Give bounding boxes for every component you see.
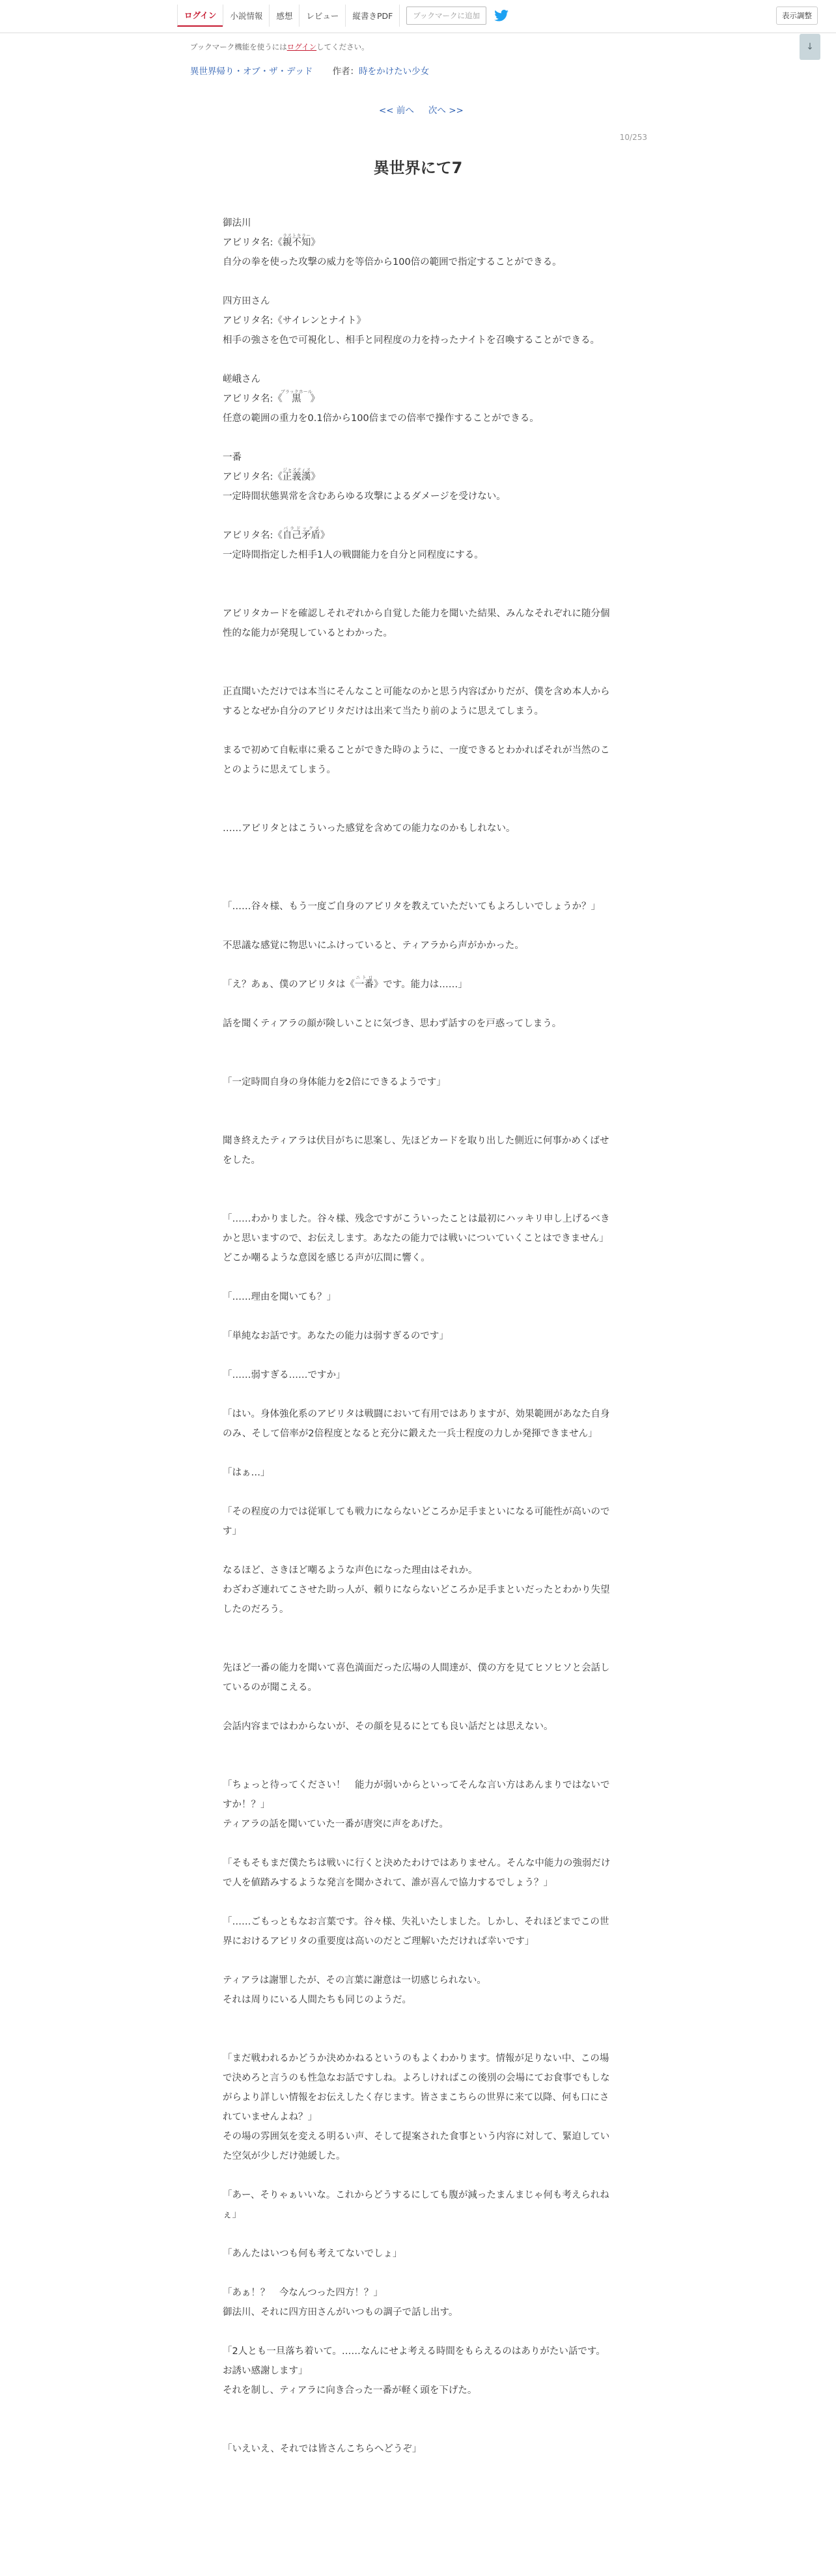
body-line bbox=[223, 1385, 613, 1404]
body-line bbox=[223, 799, 613, 819]
body-line bbox=[223, 1541, 613, 1561]
ruby-text: 一番ニトロ bbox=[354, 975, 374, 990]
body-line bbox=[223, 1639, 613, 1658]
body-line: 「……わかりました。谷々様、残念ですがこういったことは最初にハッキリ申し上げるべきかと思いますので、お伝えします。あなたの能力では戦いについていくことはできません」 bbox=[223, 1214, 610, 1244]
body-line bbox=[223, 1951, 613, 1971]
body-line: 四方田さん bbox=[223, 296, 270, 307]
body-line bbox=[223, 565, 613, 584]
body-line: 「え？あぁ、僕のアビリタは《一番ニトロ》です。能力は……」 bbox=[223, 975, 467, 990]
body-line: 「……ごもっともなお言葉です。谷々様、失礼いたしました。しかし、それほどまでこの世界におけるアビリタの重要度は高いのだとご理解いただければ幸いです」 bbox=[223, 1917, 609, 1947]
body-line bbox=[223, 1307, 613, 1326]
body-line: ……アビリタとはこういった感覚を含めての能力なのかもしれない。 bbox=[223, 823, 516, 834]
body-line: 聞き終えたティアラは伏目がちに思案し、先ほどカードを取り出した側近に何事かめくばせをした。 bbox=[223, 1136, 609, 1166]
body-line: 「あぁ！？ 今なんつった四方！？」 bbox=[223, 2288, 383, 2298]
body-line bbox=[223, 2264, 613, 2283]
body-line: その場の雰囲気を変える明るい声、そして提案された食事という内容に対して、緊迫していた空気が少しだけ弛緩した。 bbox=[223, 2131, 610, 2161]
body-line bbox=[223, 2029, 613, 2049]
body-line: 「……理由を聞いても？」 bbox=[223, 1292, 336, 1302]
body-line bbox=[223, 584, 613, 604]
body-line bbox=[223, 428, 613, 448]
next-link[interactable]: 次へ >> bbox=[428, 105, 464, 116]
body-line: どこか嘲るような意図を感じる声が広間に響く。 bbox=[223, 1253, 430, 1263]
body-line: 話を聞くティアラの顔が険しいことに気づき、思わず話すのを戸惑ってしまう。 bbox=[223, 1019, 562, 1029]
body-line bbox=[223, 877, 613, 897]
nav-vertical-pdf[interactable]: 縦書きPDF bbox=[345, 5, 400, 27]
body-line bbox=[223, 858, 613, 877]
body-line: アビリタ名:《サイレンとナイト》 bbox=[223, 316, 366, 326]
body-line bbox=[223, 1483, 613, 1502]
body-line bbox=[223, 350, 613, 370]
body-line bbox=[223, 1756, 613, 1775]
body-line: 「あんたはいつも何も考えてないでしょ」 bbox=[223, 2249, 402, 2259]
body-line bbox=[223, 2478, 613, 2498]
body-line: 「2人とも一旦落ち着いて。……なんにせよ考える時間をもらえるのはありがたい話です。お誘い感謝します」 bbox=[223, 2346, 606, 2376]
body-line: 正直聞いただけでは本当にそんなこと可能なのかと思う内容ばかりだが、僕を含め本人からするとなぜか自分のアビリタだけは出来て当たり前のように思えてしまう。 bbox=[223, 687, 610, 717]
body-line bbox=[223, 916, 613, 936]
body-line bbox=[223, 643, 613, 663]
body-line bbox=[223, 1736, 613, 1756]
page-number: 10/253 bbox=[619, 133, 647, 142]
body-line bbox=[223, 2556, 613, 2576]
prev-link[interactable]: << 前へ bbox=[379, 105, 414, 116]
body-line: 相手の強さを色で可視化し、相手と同程度の力を持ったナイトを召喚することができる。 bbox=[223, 335, 600, 346]
body-line bbox=[223, 2498, 613, 2517]
body-line: アビリタ名:《正義漢ジャスティス》 bbox=[223, 467, 320, 482]
body-line: わざわざ連れてこさせた助っ人が、頼りにならないどころか足手まといだったとわかり失望したのだろう。 bbox=[223, 1585, 610, 1615]
body-line bbox=[223, 1190, 613, 1209]
body-line: 御法川、それに四方田さんがいつもの調子で話し出す。 bbox=[223, 2307, 458, 2318]
body-line: アビリタ名:《 黒 ブラックホール》 bbox=[223, 389, 320, 404]
ruby-text: 黒 ブラックホール bbox=[280, 389, 313, 404]
body-line: アビリタカードを確認しそれぞれから自覚した能力を聞いた結果、みんなそれぞれに随分個性的な能力が発現しているとわかった。 bbox=[223, 609, 610, 638]
body-line: 先ほど一番の能力を聞いて喜色満面だった広場の人間達が、僕の方を見てヒソヒソと会話しているのが聞こえる。 bbox=[223, 1663, 610, 1693]
nav-impressions[interactable]: 感想 bbox=[269, 5, 299, 27]
nav-login[interactable]: ログイン bbox=[177, 5, 223, 27]
novel-info bbox=[190, 64, 429, 77]
author-link[interactable]: 時をかけたい少女 bbox=[359, 66, 430, 77]
body-line: 「いえいえ、それでは皆さんこちらへどうぞ」 bbox=[223, 2444, 422, 2454]
body-line: ティアラの話を聞いていた一番が唐突に声をあげた。 bbox=[223, 1819, 449, 1829]
body-line bbox=[223, 1834, 613, 1854]
body-line: ティアラは謝罪したが、その言葉に謝意は一切感じられない。 bbox=[223, 1975, 486, 1986]
body-line: 任意の範囲の重力を0.1倍から100倍までの倍率で操作することができる。 bbox=[223, 413, 539, 424]
body-line bbox=[223, 721, 613, 741]
body-line bbox=[223, 1053, 613, 1073]
bookmark-add-button[interactable]: ブックマークに追加 bbox=[406, 7, 486, 25]
body-line bbox=[223, 506, 613, 526]
body-line bbox=[223, 1034, 613, 1053]
twitter-icon[interactable] bbox=[494, 9, 510, 22]
body-line bbox=[223, 2010, 613, 2029]
body-line: 不思議な感覚に物思いにふけっていると、ティアラから声がかかった。 bbox=[223, 940, 524, 951]
body-line: 「単純なお話です。あなたの能力は弱すぎるのです」 bbox=[223, 1331, 449, 1341]
body-line: 嵯峨さん bbox=[223, 374, 260, 385]
top-navigation-bar bbox=[0, 0, 836, 33]
body-line: それを制し、ティアラに向き合った一番が軽く頭を下げた。 bbox=[223, 2385, 477, 2396]
body-line bbox=[223, 1268, 613, 1287]
body-line: 「あー、そりゃぁいいな。これからどうするにしても腹が減ったまんまじゃ何も考えられねぇ」 bbox=[223, 2190, 609, 2220]
chapter-title: 異世界にて7 bbox=[373, 159, 463, 177]
novel-body bbox=[223, 213, 613, 2576]
body-line: 「……弱すぎる……ですか」 bbox=[223, 1370, 346, 1380]
body-line: アビリタ名:《親不知ラストキラー》 bbox=[223, 233, 320, 248]
body-line: 「一定時間自身の身体能力を2倍にできるようです」 bbox=[223, 1077, 446, 1088]
nav-menu bbox=[177, 4, 510, 27]
body-line bbox=[223, 1346, 613, 1365]
body-line: なるほど、さきほど嘲るような声色になった理由はそれか。 bbox=[223, 1565, 478, 1576]
body-line: それは周りにいる人間たちも同じのようだ。 bbox=[223, 1995, 411, 2005]
body-line: 「はぁ…」 bbox=[223, 1468, 270, 1478]
body-line bbox=[223, 1092, 613, 1112]
body-line bbox=[223, 1444, 613, 1463]
pager bbox=[379, 103, 478, 116]
ruby-text: 親不知ラストキラー bbox=[282, 233, 311, 248]
body-line: アビリタ名:《自己矛盾パラドックス》 bbox=[223, 526, 330, 541]
notice-login-link[interactable]: ログイン bbox=[286, 42, 317, 51]
body-line bbox=[223, 1112, 613, 1131]
body-line bbox=[223, 955, 613, 975]
body-line: 自分の拳を使った攻撃の威力を等倍から100倍の範囲で指定することができる。 bbox=[223, 257, 562, 267]
nav-novel-info[interactable]: 小説情報 bbox=[223, 5, 269, 27]
body-line bbox=[223, 1697, 613, 1717]
body-line: 一定時間指定した相手1人の戦闘能力を自分と同程度にする。 bbox=[223, 550, 484, 560]
body-line bbox=[223, 1619, 613, 1639]
body-line bbox=[223, 2225, 613, 2244]
body-line bbox=[223, 2517, 613, 2537]
body-line: 「ちょっと待ってください！ 能力が弱いからといってそんな言い方はあんまりではないですか！？」 bbox=[223, 1780, 610, 1810]
body-line bbox=[223, 2420, 613, 2439]
body-line bbox=[223, 2459, 613, 2478]
nav-review[interactable]: レビュー bbox=[299, 5, 345, 27]
body-line: 「その程度の力では従軍しても戦力にならないどころか足手まといになる可能性が高いのです」 bbox=[223, 1507, 610, 1537]
body-line bbox=[223, 780, 613, 799]
body-line bbox=[223, 838, 613, 858]
body-line bbox=[223, 272, 613, 292]
body-line: 「そもそもまだ僕たちは戦いに行くと決めたわけではありません。そんな中能力の強弱だけで人を値踏みするような発言を聞かされて、誰が喜んで協力するでしょう？」 bbox=[223, 1858, 611, 1888]
ruby-text: 自己矛盾パラドックス bbox=[282, 526, 320, 541]
body-line: 「……谷々様、もう一度ご自身のアビリタを教えていただいてもよろしいでしょうか？」 bbox=[223, 901, 600, 912]
body-line: 「はい。身体強化系のアビリタは戦闘において有用ではありますが、効果範囲があなた自身のみ、そして倍率が2倍程度となると充分に鍛えた一兵士程度の力しか発揮できません」 bbox=[223, 1409, 610, 1439]
body-line bbox=[223, 2166, 613, 2185]
body-line bbox=[223, 1893, 613, 1912]
body-line: 「まだ戦われるかどうか決めかねるというのもよくわかります。情報が足りない中、この場で決めろと言うのも性急なお話ですしね。よろしければこの後別の会場にてお食事でもしながらより詳しい情報をお伝えしたく存じます。皆さまこちらの世界に来て以降、何も口にされていませんよね？」 bbox=[223, 2053, 610, 2122]
body-line: 一番 bbox=[223, 452, 242, 463]
body-line: 会話内容まではわからないが、その顔を見るにとても良い話だとは思えない。 bbox=[223, 1721, 553, 1732]
body-line bbox=[223, 994, 613, 1014]
body-line bbox=[223, 2400, 613, 2420]
scroll-down-button[interactable]: ↓ bbox=[800, 34, 820, 60]
body-line bbox=[223, 1170, 613, 1190]
body-line: まるで初めて自転車に乗ることができた時のように、一度できるとわかればそれが当然のことのように思えてしまう。 bbox=[223, 745, 610, 775]
body-line bbox=[223, 2322, 613, 2342]
bookmark-login-notice: ブックマーク機能を使うにはログインしてください。 bbox=[190, 42, 369, 51]
body-line: 御法川 bbox=[223, 218, 251, 228]
ruby-text: 正義漢ジャスティス bbox=[282, 467, 311, 482]
body-line bbox=[223, 2537, 613, 2556]
body-line: 一定時間状態異常を含むあらゆる攻撃によるダメージを受けない。 bbox=[223, 491, 506, 502]
novel-title-link[interactable]: 異世界帰り・オブ・ザ・デッド bbox=[190, 66, 313, 77]
body-line bbox=[223, 663, 613, 682]
author-label: 作者： bbox=[332, 66, 359, 77]
display-settings-button[interactable]: 表示調整 bbox=[776, 7, 818, 25]
